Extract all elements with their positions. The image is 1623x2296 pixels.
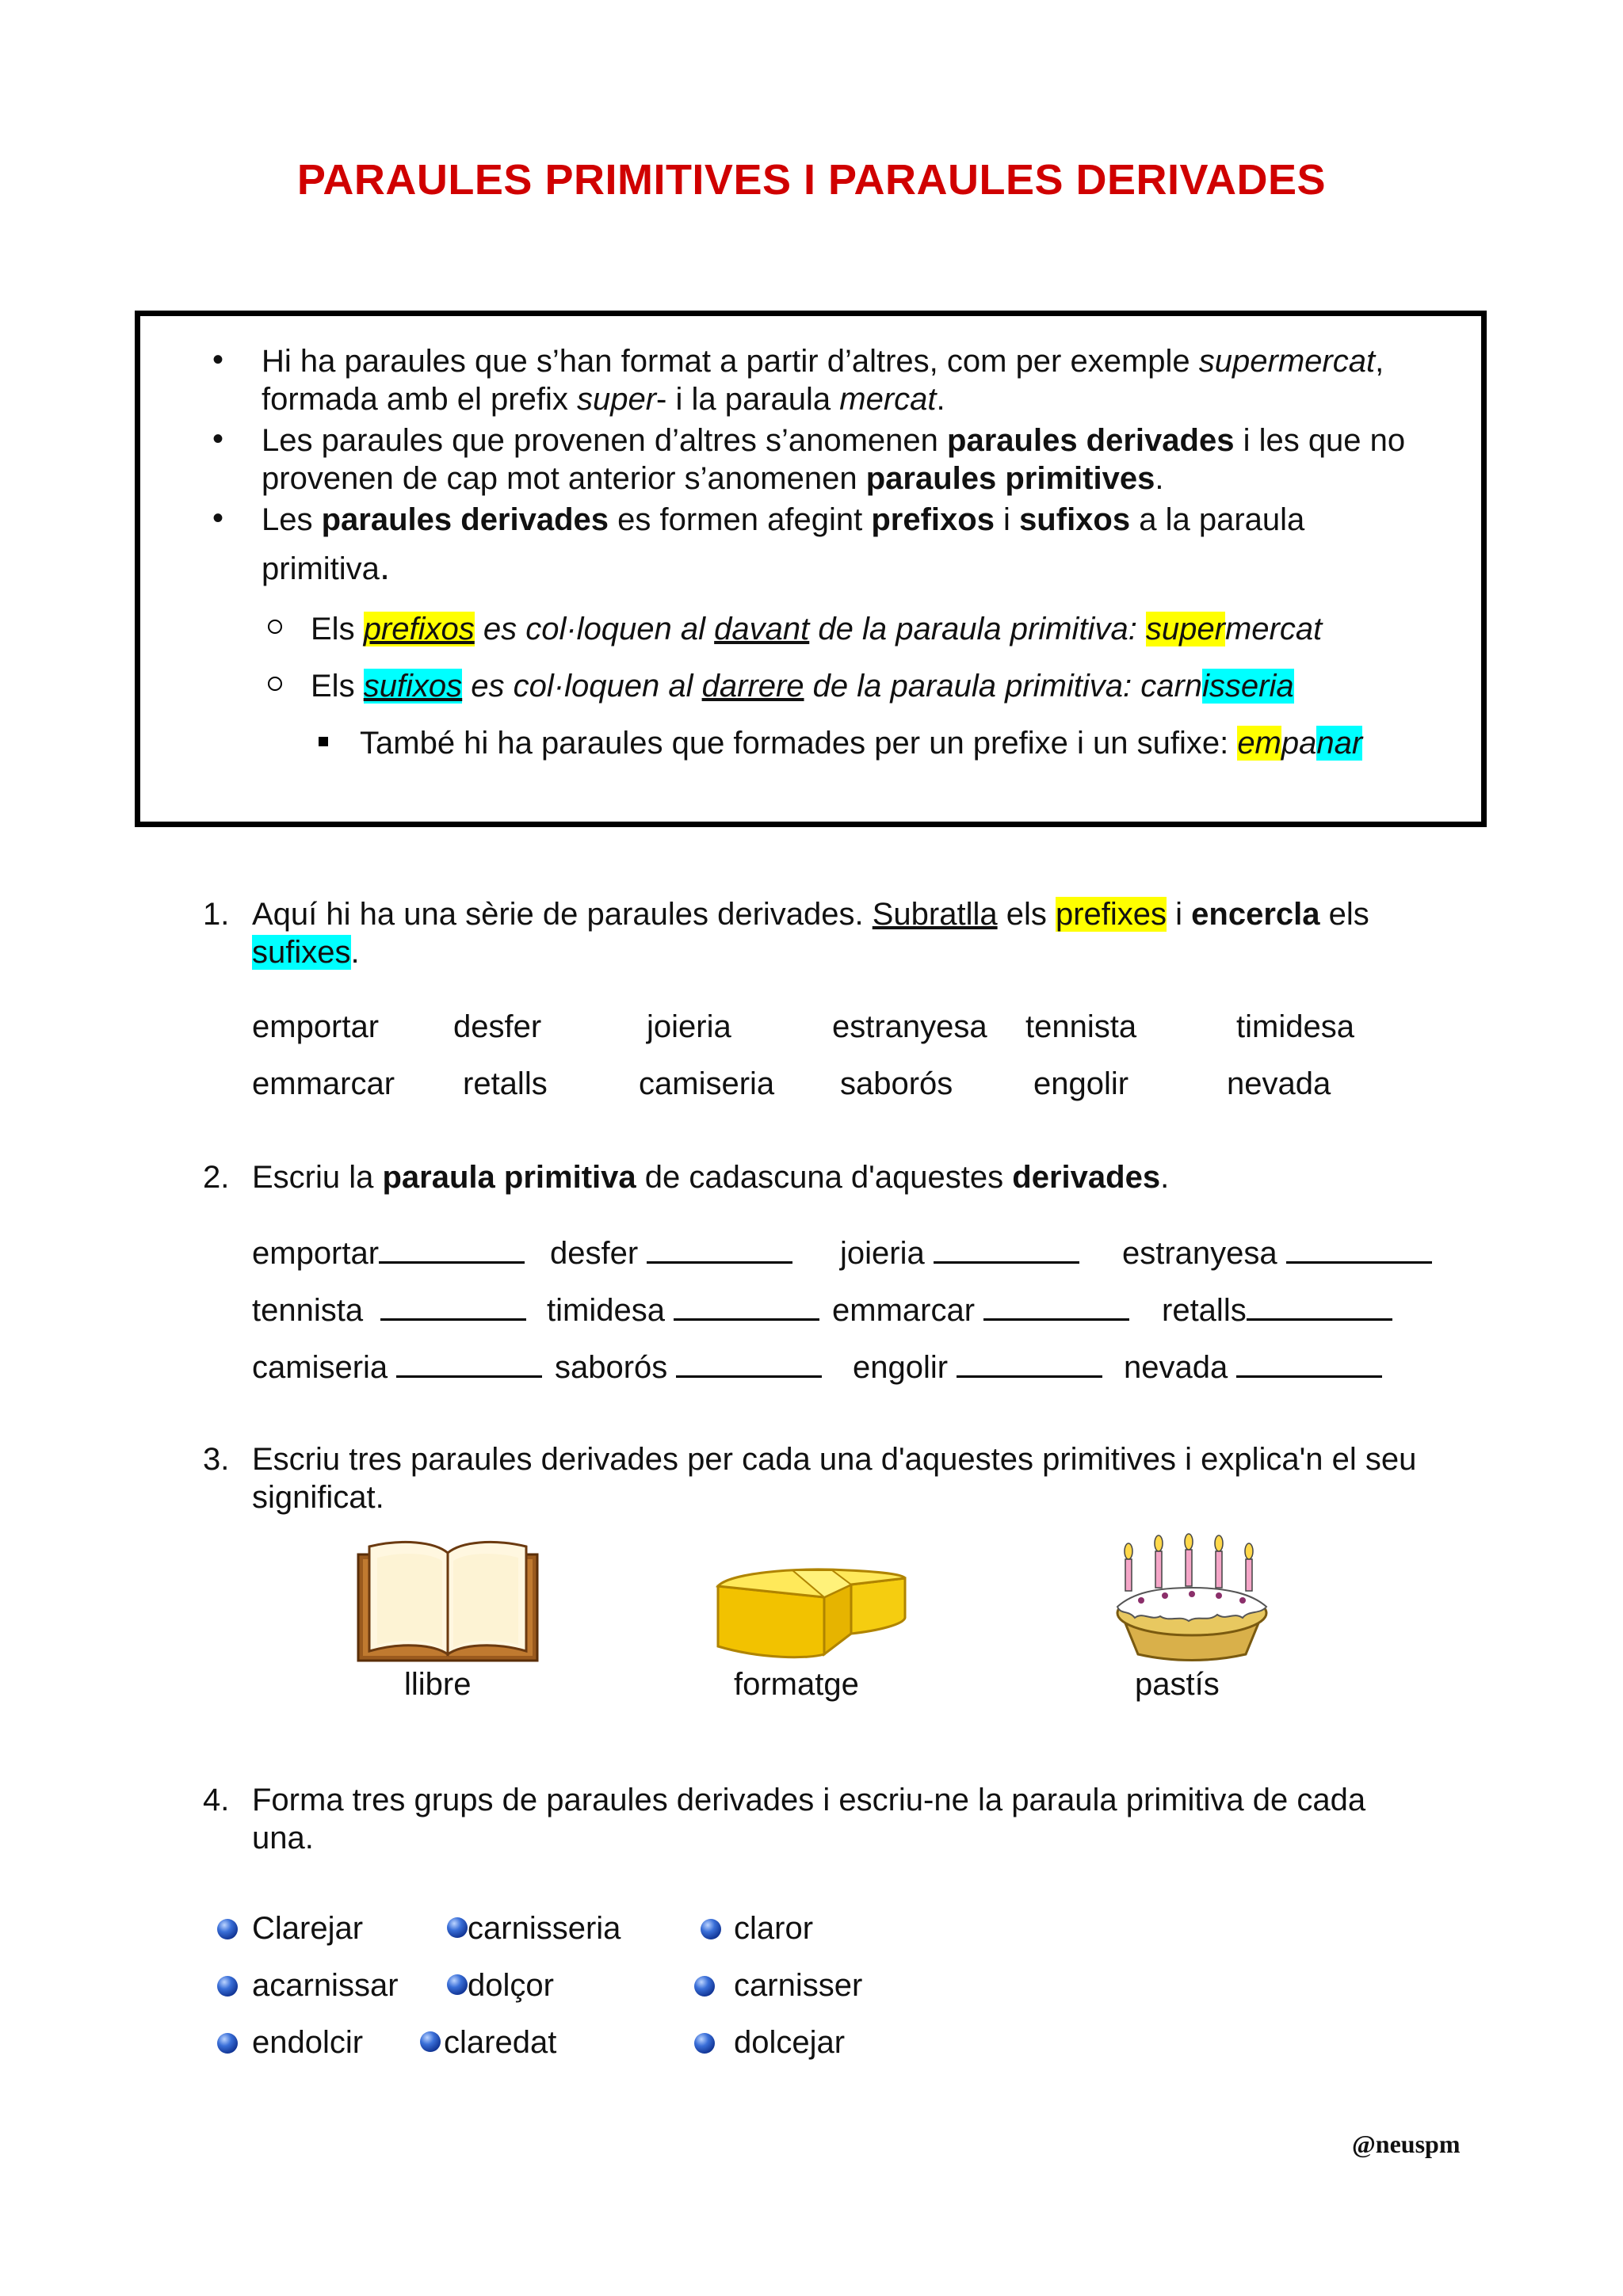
word: desfer <box>453 1009 542 1044</box>
info-line: Hi ha paraules que s’han format a partir d’altres, com per exemple supermercat, <box>262 344 1384 379</box>
answer-blank[interactable] <box>674 1317 819 1321</box>
answer-blank[interactable] <box>647 1260 792 1264</box>
answer-blank[interactable] <box>379 1260 525 1264</box>
word: carnisser <box>734 1968 863 2003</box>
word: dolcejar <box>734 2025 846 2060</box>
fill-item: desfer <box>550 1234 792 1272</box>
fill-item: tennista <box>252 1291 526 1329</box>
exercise-instruction: Forma tres grups de paraules derivades i escriu-ne la paraula primitiva de cada <box>252 1783 1366 1817</box>
cheese-icon <box>713 1566 910 1662</box>
word: emportar <box>252 1009 380 1044</box>
image-label: formatge <box>734 1667 859 1702</box>
word: camiseria <box>639 1066 775 1101</box>
fill-item: joieria <box>840 1234 1079 1272</box>
info-line: Els sufixos es col·loquen al darrere de la paraula primitiva: carnisseria <box>311 669 1294 704</box>
book-icon <box>355 1534 540 1665</box>
word: emmarcar <box>252 1066 395 1101</box>
author-credit: @neuspm <box>1352 2130 1461 2158</box>
info-line: També hi ha paraules que formades per un prefixe i un sufixe: empanar <box>360 726 1363 761</box>
fill-item: retalls <box>1162 1291 1392 1329</box>
word: claredat <box>444 2025 557 2060</box>
exercise-instruction: Escriu tres paraules derivades per cada una d'aquestes primitives i explica'n el seu <box>252 1442 1417 1477</box>
fill-item: emmarcar <box>832 1291 1129 1329</box>
exercise-instruction: sufixes. <box>252 935 360 970</box>
bullet-dot-icon <box>217 2033 238 2054</box>
word: retalls <box>463 1066 548 1101</box>
bullet-dot-icon <box>701 1919 721 1939</box>
word: acarnissar <box>252 1968 399 2003</box>
word: tennista <box>1025 1009 1137 1044</box>
fill-item: camiseria <box>252 1348 542 1386</box>
circle-bullet <box>268 677 282 691</box>
fill-item: engolir <box>853 1348 1102 1386</box>
answer-blank[interactable] <box>957 1374 1102 1378</box>
fill-item: nevada <box>1124 1348 1382 1386</box>
bullet-dot-icon <box>447 1917 468 1938</box>
square-bullet <box>319 737 328 746</box>
word: nevada <box>1227 1066 1331 1101</box>
exercise-number: 2. <box>203 1160 230 1195</box>
answer-blank[interactable] <box>934 1260 1079 1264</box>
info-line: provenen de cap mot anterior s’anomenen paraules primitives. <box>262 461 1164 496</box>
fill-item: emportar <box>252 1234 525 1272</box>
exercise-instruction: significat. <box>252 1480 384 1515</box>
info-line: Els prefixos es col·loquen al davant de la paraula primitiva: supermercat <box>311 612 1323 646</box>
bullet-dot-icon <box>694 1976 715 1997</box>
info-line: Les paraules que provenen d’altres s’anomenen paraules derivades i les que no <box>262 423 1406 458</box>
info-line: formada amb el prefix super- i la paraula mercat. <box>262 382 945 417</box>
bullet: • <box>212 501 224 536</box>
word: claror <box>734 1911 814 1946</box>
info-line: Les paraules derivades es formen afegint prefixos i sufixos a la paraula <box>262 502 1305 537</box>
bullet-dot-icon <box>217 1976 238 1997</box>
fill-item: saborós <box>555 1348 822 1386</box>
bullet-dot-icon <box>420 2031 441 2052</box>
fill-item: timidesa <box>547 1291 819 1329</box>
exercise-instruction: Escriu la paraula primitiva de cadascuna d'aquestes derivades. <box>252 1160 1170 1195</box>
word: joieria <box>647 1009 731 1044</box>
bullet-dot-icon <box>217 1919 238 1939</box>
exercise-instruction: una. <box>252 1821 314 1855</box>
answer-blank[interactable] <box>396 1374 542 1378</box>
bullet: • <box>212 421 224 456</box>
exercise-instruction: Aquí hi ha una sèrie de paraules derivades. Subratlla els prefixes i encercla els <box>252 897 1369 932</box>
fill-item: estranyesa <box>1122 1234 1432 1272</box>
page-title: PARAULES PRIMITIVES I PARAULES DERIVADES <box>296 156 1327 204</box>
image-label: llibre <box>404 1667 472 1702</box>
word: endolcir <box>252 2025 364 2060</box>
exercise-number: 1. <box>203 897 230 932</box>
word: engolir <box>1033 1066 1129 1101</box>
image-label: pastís <box>1135 1667 1220 1702</box>
circle-bullet <box>268 620 282 634</box>
word: timidesa <box>1236 1009 1354 1044</box>
answer-blank[interactable] <box>1286 1260 1432 1264</box>
bullet: • <box>212 342 224 377</box>
info-line: primitiva. <box>262 546 391 588</box>
answer-blank[interactable] <box>676 1374 822 1378</box>
exercise-number: 4. <box>203 1783 230 1817</box>
word: carnisseria <box>468 1911 621 1946</box>
answer-blank[interactable] <box>380 1317 526 1321</box>
word: saborós <box>840 1066 953 1101</box>
word: estranyesa <box>832 1009 987 1044</box>
answer-blank[interactable] <box>1236 1374 1382 1378</box>
bullet-dot-icon <box>694 2033 715 2054</box>
answer-blank[interactable] <box>1247 1317 1392 1321</box>
exercise-number: 3. <box>203 1442 230 1477</box>
word: dolçor <box>468 1968 554 2003</box>
bullet-dot-icon <box>447 1974 468 1995</box>
cake-icon <box>1109 1524 1274 1664</box>
word: Clarejar <box>252 1911 364 1946</box>
answer-blank[interactable] <box>983 1317 1129 1321</box>
